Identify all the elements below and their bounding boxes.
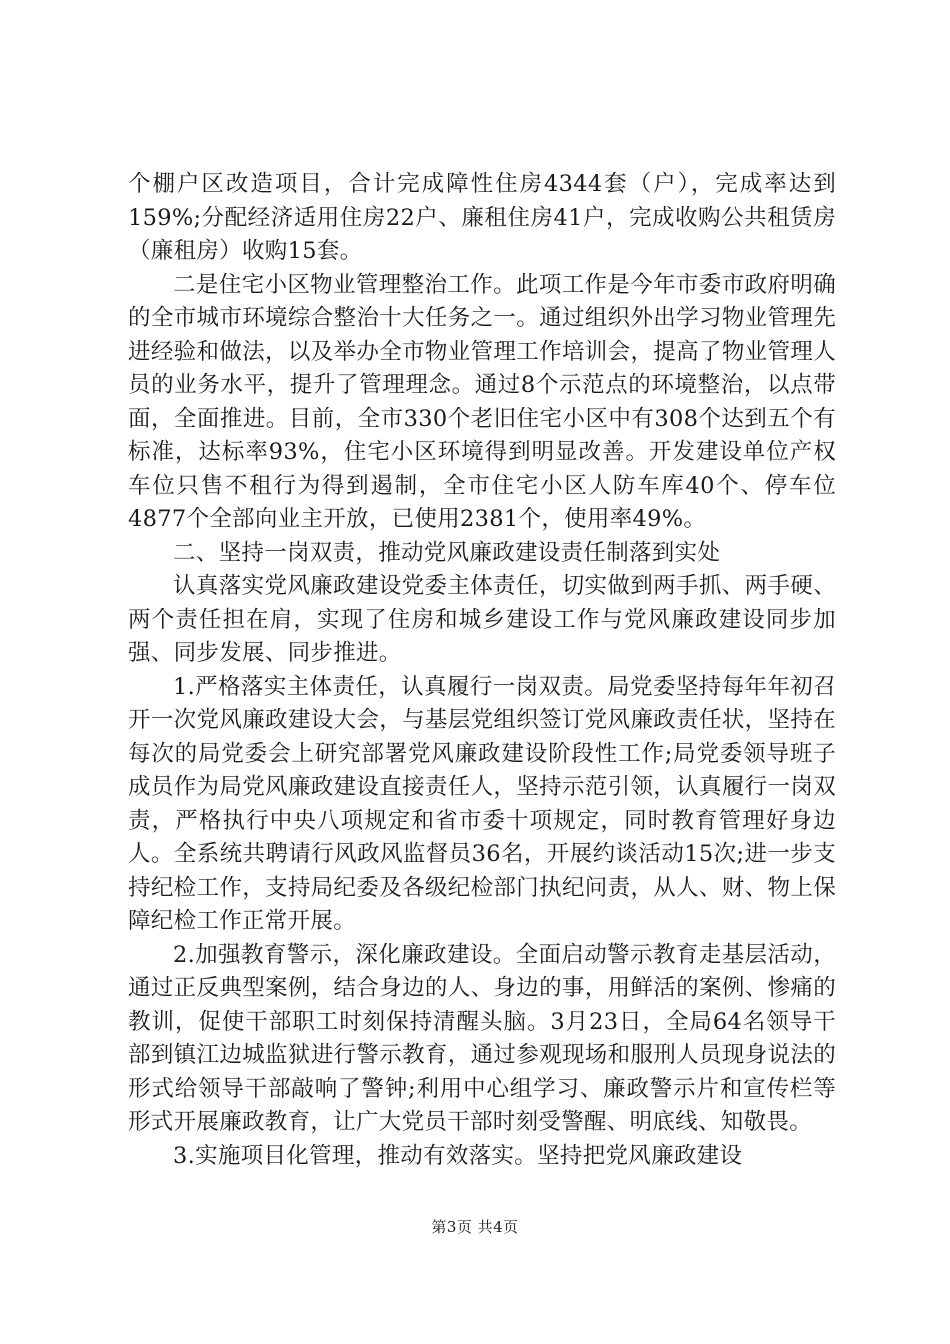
paragraph: 认真落实党风廉政建设党委主体责任，切实做到两手抓、两手硬、两个责任担在肩，实现了住房和城乡建设工作与党风廉政建设同步加强、同步发展、同步推进。: [128, 573, 836, 666]
paragraph: 二是住宅小区物业管理整治工作。此项工作是今年市委市政府明确的全市城市环境综合整治十大任务之一。通过组织外出学习物业管理先进经验和做法，以及举办全市物业管理工作培训会，提高了物业管理人员的业务水平，提升了管理理念。通过8个示范点的环境整治，以点带面，全面推进。目前，全市330个老旧住宅小区中有308个达到五个有标准，达标率93%，住宅小区环境得到明显改善。开发建设单位产权车位只售不租行为得到遏制，全市住宅小区人防车库40个、停车位4877个全部向业主开放，已使用2381个，使用率49%。: [128, 271, 836, 532]
section-heading: 二、坚持一岗双责，推动党风廉政建设责任制落到实处: [173, 539, 721, 566]
paragraph: 2.加强教育警示，深化廉政建设。全面启动警示教育走基层活动，通过正反典型案例，结合身边的人、身边的事，用鲜活的案例、惨痛的教训，促使干部职工时刻保持清醒头脑。3月23日，全局64名领导干部到镇江边城监狱进行警示教育，通过参观现场和服刑人员现身说法的形式给领导干部敲响了警钟;利用中心组学习、廉政警示片和宣传栏等形式开展廉政教育，让广大党员干部时刻受警醒、明底线、知敬畏。: [128, 941, 836, 1135]
document-body: [128, 168, 836, 1173]
paragraph: 个棚户区改造项目，合计完成障性住房4344套（户），完成率达到159%;分配经济适用住房22户、廉租住房41户，完成收购公共租赁房（廉租房）收购15套。: [128, 171, 836, 264]
paragraph: 1.严格落实主体责任，认真履行一岗双责。局党委坚持每年年初召开一次党风廉政建设大会，与基层党组织签订党风廉政责任状，坚持在每次的局党委会上研究部署党风廉政建设阶段性工作;局党委领导班子成员作为局党风廉政建设直接责任人，坚持示范引领，认真履行一岗双责，严格执行中央八项规定和省市委十项规定，同时教育管理好身边人。全系统共聘请行风政风监督员36名，开展约谈活动15次;进一步支持纪检工作，支持局纪委及各级纪检部门执纪问责，从人、财、物上保障纪检工作正常开展。: [128, 673, 836, 934]
page-number: 第3页 共4页: [431, 1218, 519, 1236]
page-footer: [0, 1217, 950, 1237]
paragraph: 3.实施项目化管理，推动有效落实。坚持把党风廉政建设: [173, 1142, 743, 1169]
